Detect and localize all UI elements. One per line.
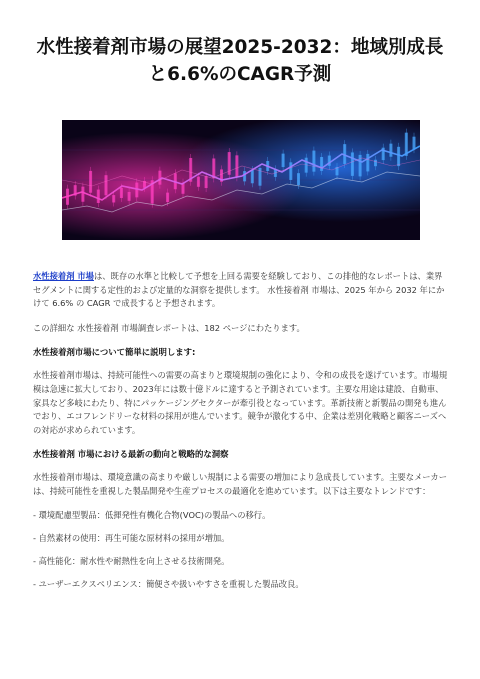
candle-body — [212, 158, 215, 178]
section-heading-overview: 水性接着剤市場について簡単に説明します: — [33, 347, 196, 358]
title-line-1: 水性接着剤市場の展望2025-2032：地域別成長 — [36, 37, 444, 58]
page-title — [30, 34, 450, 88]
candle-body — [158, 171, 161, 185]
intro-text: は、既存の水準と比較して予想を上回る需要を経験しており、この排他的なレポートは、業界セグメントに関する定性的および定量的な洞察を提供します。 水性接着剤 市場は、2025 年から 2032 年にかけて 6.6% の CAGR で成長すると予想されます。 — [33, 271, 445, 309]
candle-body — [128, 192, 131, 201]
candle-body — [389, 144, 392, 157]
candle-body — [289, 162, 292, 180]
candle-body — [320, 157, 323, 171]
intro-paragraph — [33, 270, 448, 311]
candle-body — [235, 155, 238, 177]
market-chart-banner-image — [62, 120, 420, 240]
trend-bullet-3: - 高性能化：耐水性や耐熱性を向上させる技術開発。 — [33, 555, 230, 566]
candle-body — [397, 147, 400, 166]
article-body — [33, 270, 448, 601]
candle-body — [97, 190, 100, 203]
trends-paragraph: 水性接着剤市場は、環境意識の高まりや厳しい規制による需要の増加により急成長しています。主要なメーカーは、持続可能性を重視した製品開発や生産プロセスの最適化を進めています。以下は主要なトレンドです： — [33, 472, 448, 496]
market-chart-banner-icon — [62, 120, 420, 240]
candle-body — [351, 152, 354, 175]
candle-body — [297, 173, 300, 185]
candle-body — [366, 154, 369, 172]
trend-bullet-1: - 環境配慮型製品：低揮発性有機化合物(VOC)の製品への移行。 — [33, 509, 271, 520]
candle-body — [89, 171, 92, 193]
candle-body — [112, 195, 115, 202]
candle-body — [105, 175, 108, 195]
section-heading-trends: 水性接着剤 市場における最新の動向と戦略的な洞察 — [33, 449, 229, 460]
candle-body — [413, 137, 416, 149]
candle-body — [197, 177, 200, 187]
candle-body — [374, 160, 377, 166]
candle-body — [243, 171, 246, 181]
trend-bullet-4: - ユーザーエクスペリエンス：簡便さや扱いやすさを重視した製品改良。 — [33, 578, 304, 589]
candle-body — [251, 170, 254, 183]
trend-bullet-2: - 自然素材の使用：再生可能な原材料の採用が増加。 — [33, 532, 230, 543]
title-line-2: と6.6%のCAGR予測 — [148, 64, 332, 85]
market-link[interactable]: 水性接着剤 市場 — [33, 271, 94, 281]
candle-body — [205, 176, 208, 188]
candle-body — [166, 193, 169, 202]
overview-paragraph: 水性接着剤市場は、持続可能性への需要の高まりと環境規制の強化により、令和の成長を遂げています。市場規模は急速に拡大しており、2023年には数十億ドルに達すると予測されています。主要な用途は建設、自動車、家具など多岐にわたり、特にパッケージングセクターが牽引役となっています。革新技術と新製品の開発も進んでおり、エコフレンドリーな材料の採用が進んでいます。競争が激化する中、企業は差別化戦略と顧客ニーズへの対応が求められています。 — [33, 370, 448, 435]
candle-body — [312, 151, 315, 172]
report-pages-paragraph: この詳細な 水性接着剤 市場調査レポートは、182 ページにわたります。 — [33, 322, 305, 333]
candle-body — [282, 154, 285, 167]
candle-body — [120, 188, 123, 198]
candle-body — [81, 187, 84, 202]
